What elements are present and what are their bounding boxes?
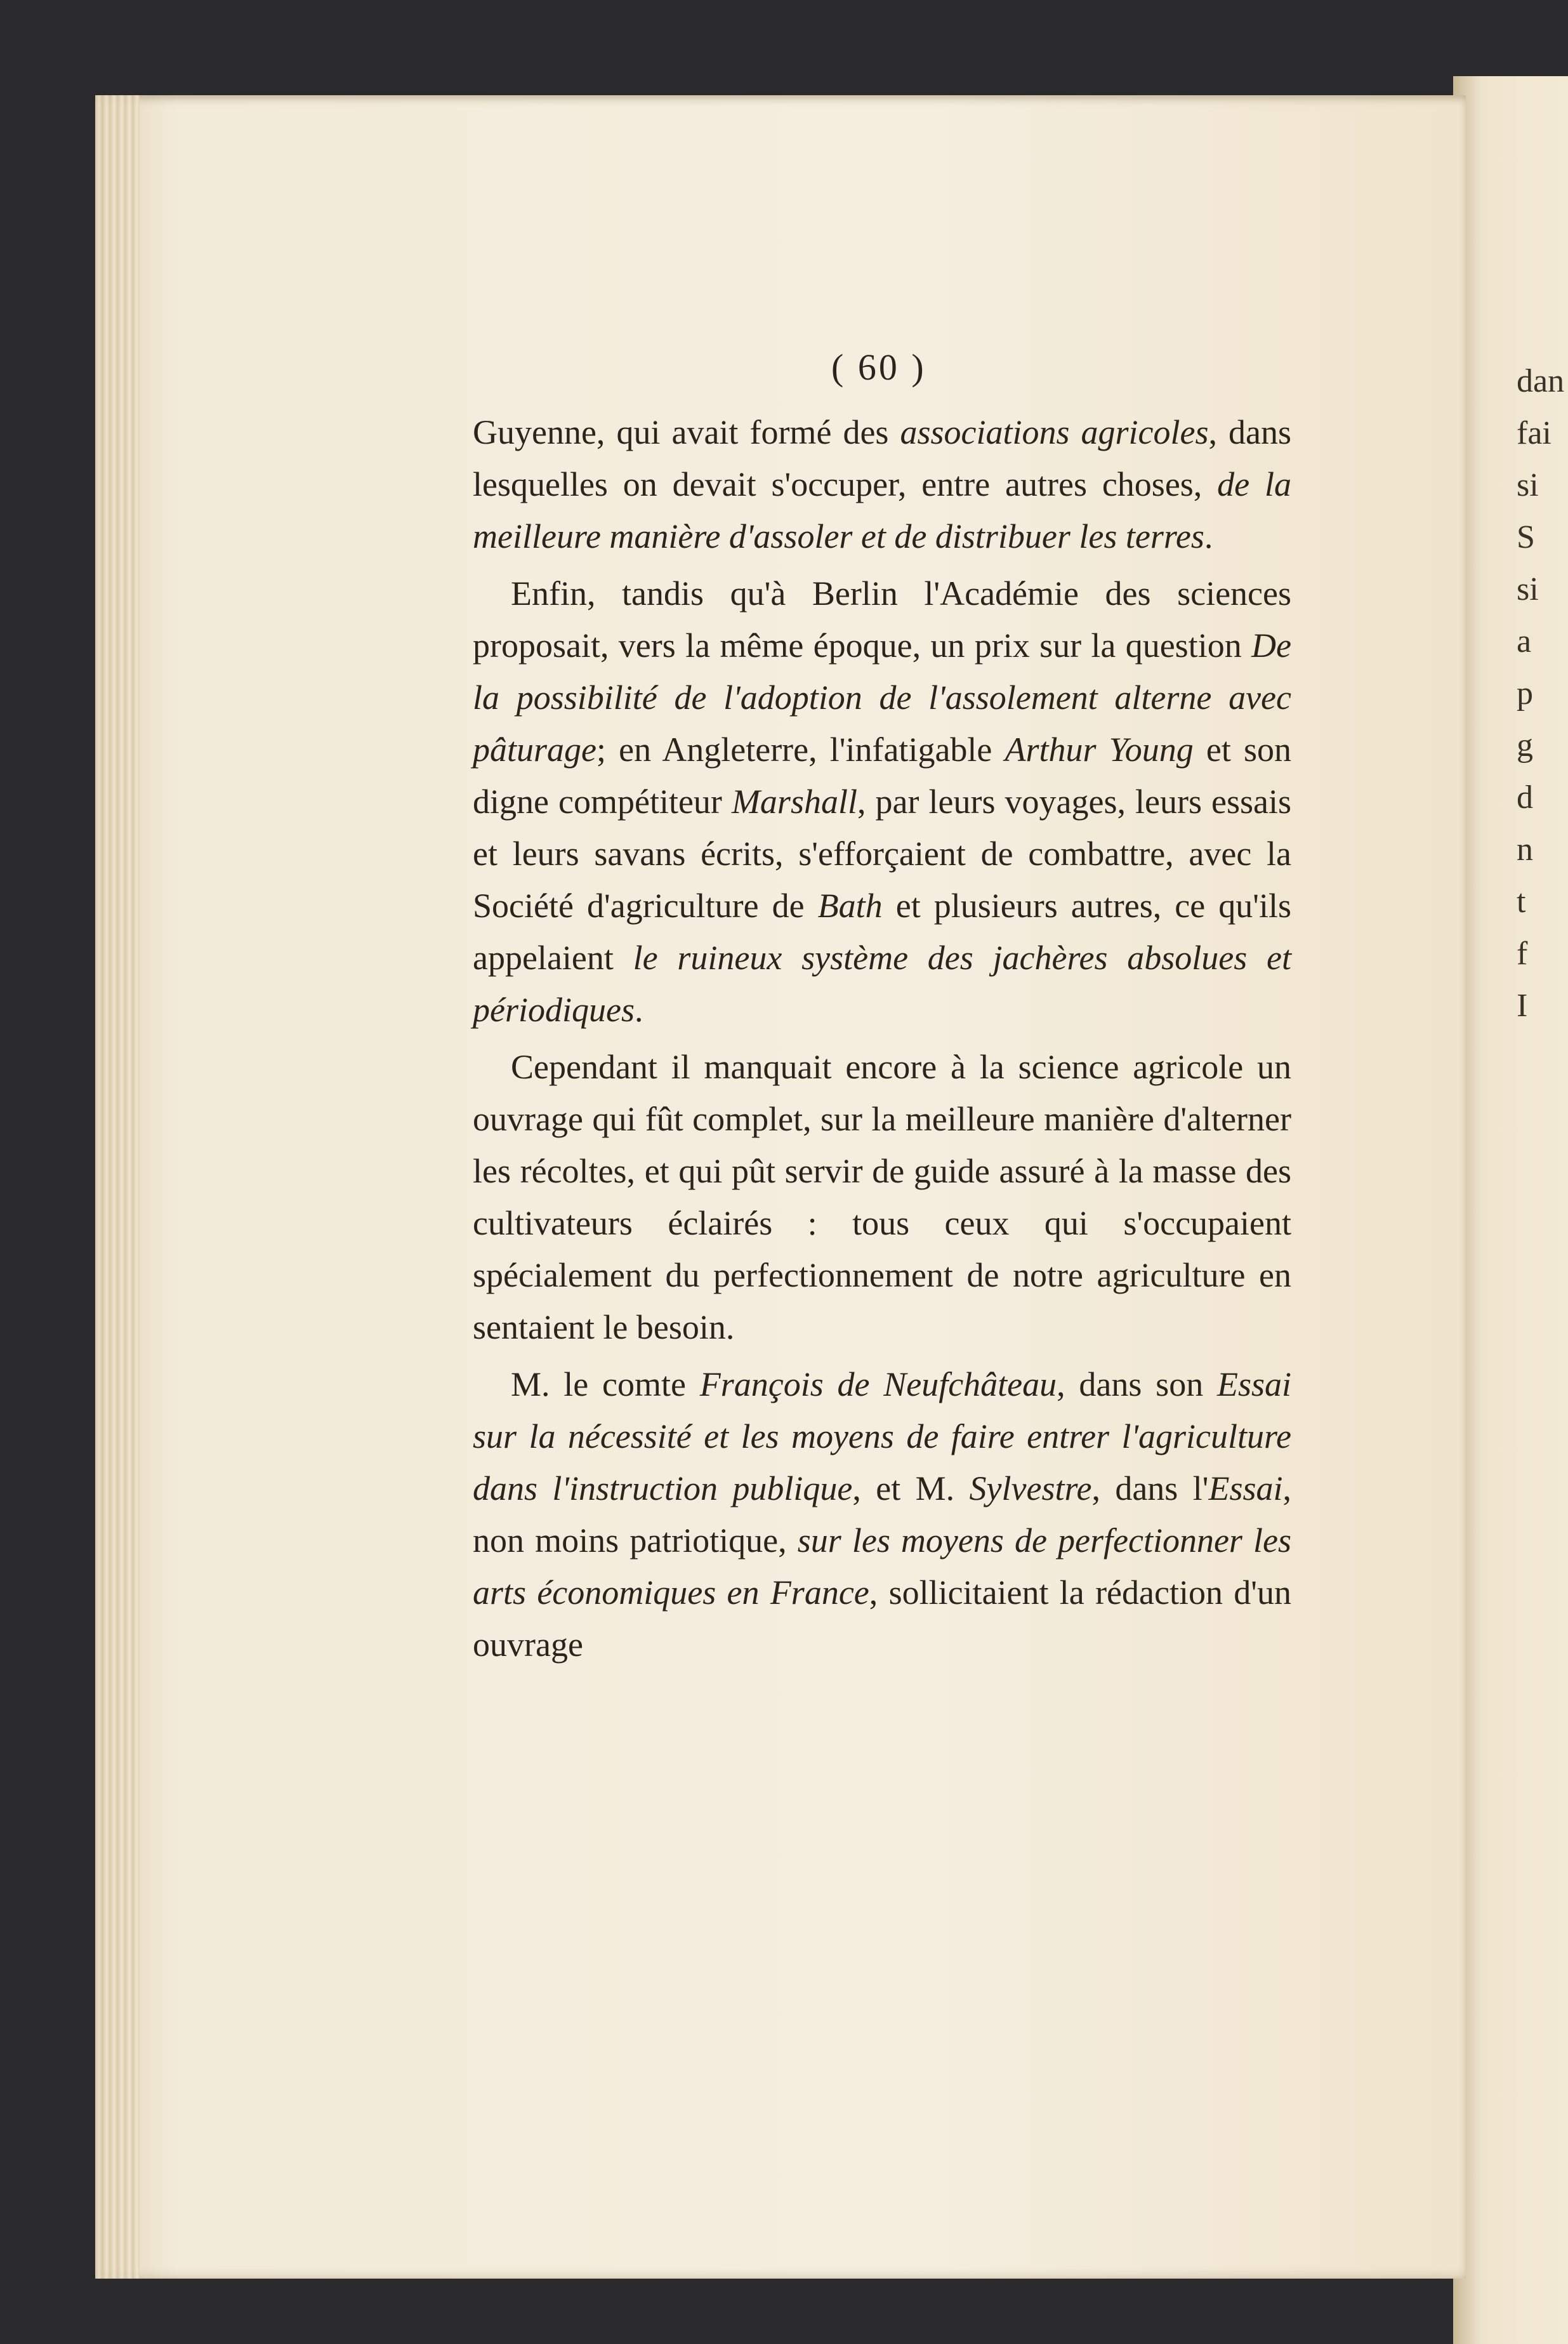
facing-page-fragment: si [1517,467,1539,503]
body-text [473,406,1291,1676]
facing-page-text-edge [1517,355,1568,1181]
facing-page-fragment: fai [1517,415,1552,451]
text-run: et plusieurs autres, ce qu'ils appelaient [473,887,1292,977]
paragraph [473,1358,1291,1671]
text-run: et son digne compétiteur [473,731,1291,821]
italic-run: le ruineux système des jachères absolues et périodiques [473,939,1291,1029]
facing-page-fragment: t [1517,884,1526,920]
text-run: , sollicitaient la rédaction d'un ouvrage [473,1573,1292,1664]
facing-page-fragment: n [1517,831,1533,868]
italic-run: De la possibilité de l'adoption de l'assolement alterne avec pâturage [473,626,1291,769]
page-edges [95,95,140,2279]
italic-run: Essai sur la nécessité et les moyens de faire entrer l'agriculture dans l'instruction publique [473,1365,1291,1507]
text-run: Guyenne, qui avait formé des [473,413,900,451]
facing-page-fragment: dan [1517,363,1565,399]
italic-run: de la meilleure manière d'assoler et de distribuer les terres [473,465,1291,555]
text-run: , non moins patriotique, [473,1469,1291,1559]
text-run: . [634,991,643,1029]
paragraph [473,1041,1291,1353]
text-run: M. le comte [511,1365,700,1403]
paragraph [473,406,1291,562]
italic-run: associations agricoles [900,413,1209,451]
facing-page-fragment: S [1517,519,1535,555]
text-run: Cependant il manquait encore à la science agricole un ouvrage qui fût complet, sur la meilleure manière d'alterner les récoltes, et qui pût servir de guide assuré à la masse des cultivateurs éclairés : tous ceux qui s'occupaient spécialement du perfectionnement de notre agriculture en sentaient le besoin. [473,1048,1291,1346]
text-run: , dans son [1057,1365,1217,1403]
italic-run: François de Neufchâteau [699,1365,1057,1403]
italic-run: sur les moyens de perfectionner les arts économiques en France [473,1521,1292,1612]
facing-page-fragment: I [1517,988,1528,1024]
facing-page-fragment: g [1517,727,1533,764]
facing-page-fragment: f [1517,936,1528,972]
paragraph [473,567,1291,1036]
text-run: . [1204,517,1213,555]
facing-page-fragment: d [1517,779,1533,816]
facing-page-fragment: a [1517,623,1532,659]
page-number: ( 60 ) [831,347,926,388]
italic-run: Sylvestre [969,1469,1092,1507]
italic-run: Bath [817,887,883,925]
text-run: ; en Angleterre, l'infatigable [596,731,1005,769]
facing-page-fragment: p [1517,675,1533,712]
text-run: , et M. [852,1469,970,1507]
italic-run: Arthur Young [1005,731,1194,769]
text-run: , dans l' [1091,1469,1209,1507]
italic-run: Marshall [731,783,857,821]
facing-page-fragment: si [1517,571,1539,607]
text-run: , par leurs voyages, leurs essais et leurs savans écrits, s'efforçaient de combattre, avec la Société d'agriculture de [473,783,1291,925]
text-run: Enfin, tandis qu'à Berlin l'Académie des sciences proposait, vers la même époque, un prix sur la question [473,574,1291,665]
text-run: , dans lesquelles on devait s'occuper, entre autres choses, [473,413,1291,503]
italic-run: Essai [1208,1469,1283,1507]
